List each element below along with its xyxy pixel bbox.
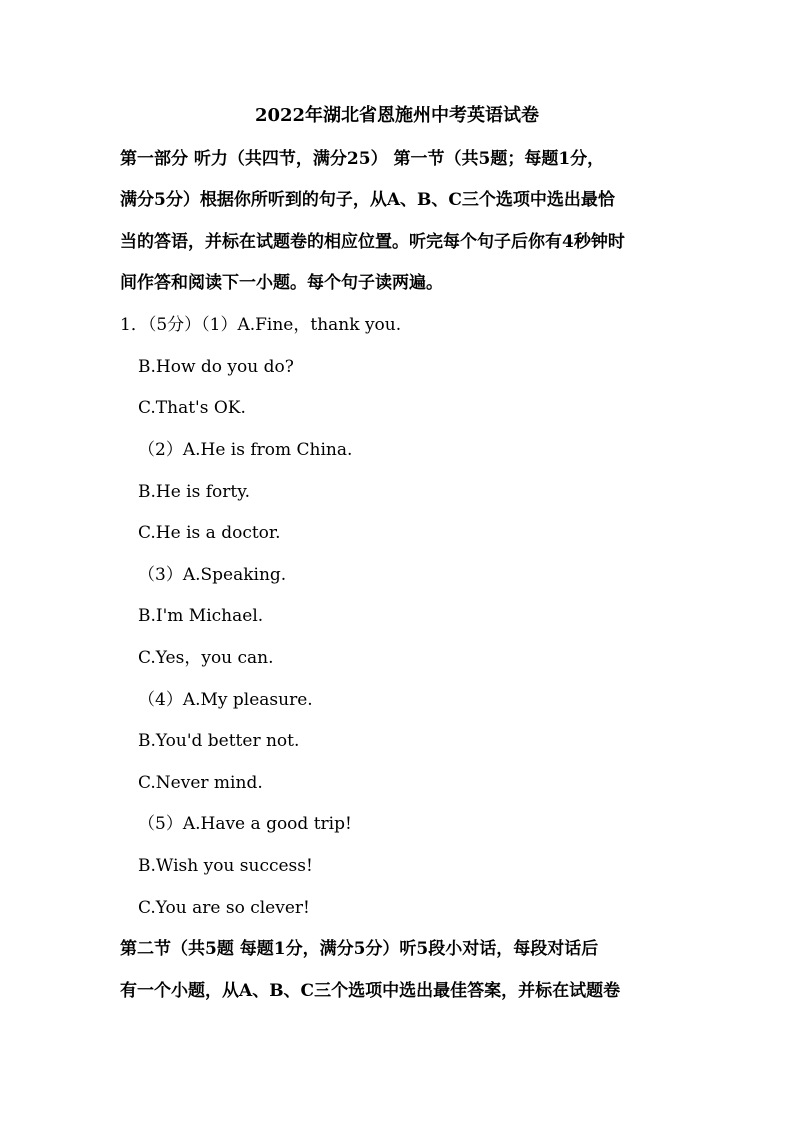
question-header: 1．（5分）（1）A.Fine，thank you. [120, 315, 402, 335]
answer-option: B.He is forty. [138, 482, 250, 502]
intro-line: 满分5分）根据你所听到的句子，从A、B、C三个选项中选出最恰 [120, 190, 615, 210]
sub-question: （5）A.Have a good trip! [138, 814, 352, 834]
answer-option: C.Never mind. [138, 773, 263, 793]
section2-line: 第二节（共5题 每题1分，满分5分）听5段小对话，每段对话后 [120, 939, 599, 959]
sub-question: （2）A.He is from China. [138, 440, 353, 460]
answer-option: B.You'd better not. [138, 731, 300, 751]
answer-option: C.He is a doctor. [138, 523, 281, 543]
answer-option: B.Wish you success! [138, 856, 313, 876]
answer-option: C.That's OK. [138, 398, 246, 418]
sub-question: （4）A.My pleasure. [138, 690, 313, 710]
answer-option: C.Yes，you can. [138, 648, 274, 668]
answer-option: B.I'm Michael. [138, 606, 264, 626]
answer-option: B.How do you do? [138, 357, 294, 377]
page-title: 2022年湖北省恩施州中考英语试卷 [254, 105, 540, 126]
answer-option: C.You are so clever! [138, 898, 310, 918]
intro-line: 间作答和阅读下一小题。每个句子读两遍。 [120, 273, 443, 293]
intro-line: 当的答语，并标在试题卷的相应位置。听完每个句子后你有4秒钟时 [120, 232, 625, 252]
intro-line: 第一部分 听力（共四节，满分25） 第一节（共5题；每题1分， [120, 149, 605, 169]
sub-question: （3）A.Speaking. [138, 565, 287, 585]
section2-line: 有一个小题，从A、B、C三个选项中选出最佳答案，并标在试题卷 [120, 981, 621, 1001]
